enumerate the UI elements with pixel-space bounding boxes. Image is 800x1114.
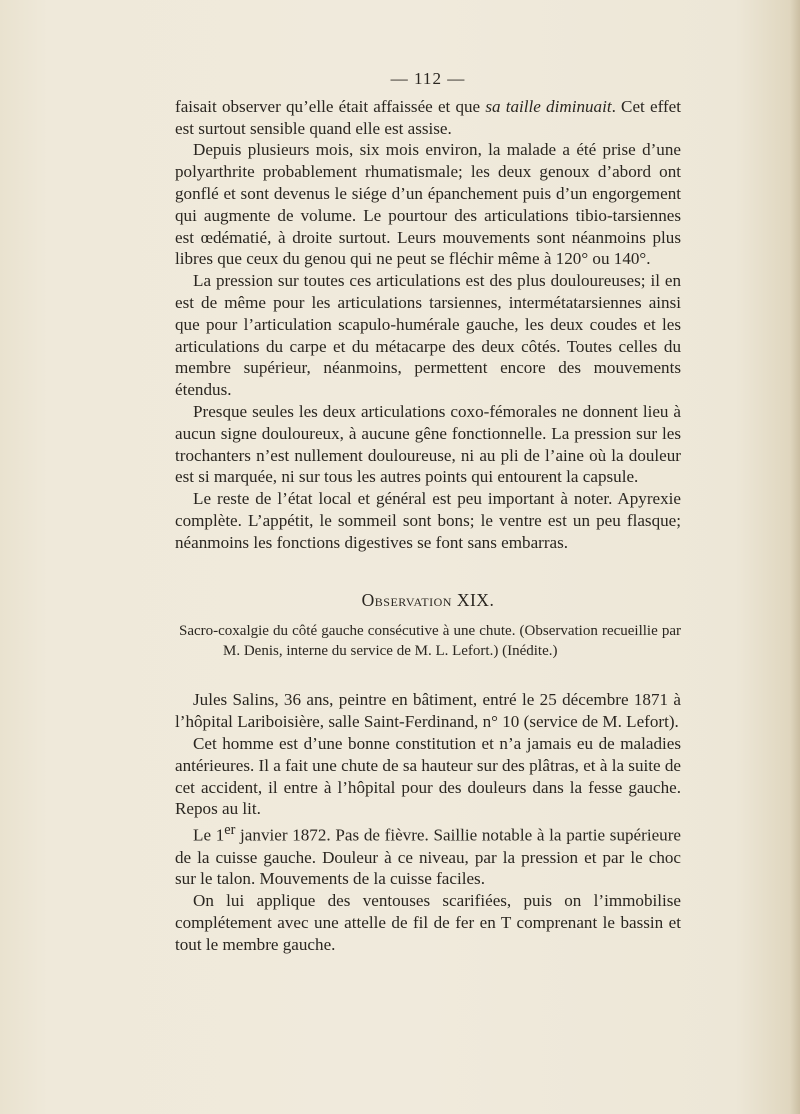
- paragraph-etat-general: Le reste de l’état local et général est peu important à noter. Apyrexie complète. L’appétit, le sommeil sont bons; le ventre est un peu flasque; néanmoins les fonctions digestives se font sans embarras.: [175, 489, 681, 552]
- paragraph-polyarthrite: Depuis plusieurs mois, six mois environ, la malade a été prise d’une polyarthrite probablement rhumatismale; les deux genoux d’abord ont gonflé et sont devenus le siége d’un épanchement puis d’un engorgement qui augmente de volume. Le pourtour des articulations tibio-tarsiennes est œdématié, à droite surtout. Leurs mouvements sont néanmoins plus libres que ceux du genou qui ne peut se fléchir même à 120° ou 140°.: [175, 140, 681, 269]
- paragraph-coxo-femorales: Presque seules les deux articulations coxo-fémorales ne donnent lieu à aucun signe douloureux, à aucune gêne fonctionnelle. La pression sur les trochanters n’est nullement douloureuse, ni au pli de l’aine où la douleur est si marquée, ni sur tous les autres points qui entourent la capsule.: [175, 401, 681, 487]
- italic-phrase: sa taille diminuait: [485, 96, 612, 116]
- paragraph-continuation: faisait observer qu’elle était affaissée et que sa taille diminuait. Cet effet est surtout sensible quand elle est assise.: [175, 96, 681, 138]
- paragraph-ventouses: On lui applique des ventouses scarifiées, puis on l’immobilise complétement avec une attelle de fil de fer en T comprenant le bassin et tout le membre gauche.: [175, 891, 681, 954]
- page-text: [175, 68, 681, 956]
- paragraph-janvier: Le 1er janvier 1872. Pas de fièvre. Saillie notable à la partie supérieure de la cuisse gauche. Douleur à ce niveau, par la pression et par le choc sur le talon. Mouvements de la cuisse faciles.: [175, 822, 681, 889]
- page-number: — 112 —: [390, 69, 466, 88]
- paragraph-constitution: Cet homme est d’une bonne constitution et n’a jamais eu de maladies antérieures. Il a fait une chute de sa hauteur sur des plâtras, et à la suite de cet accident, il entre à l’hôpital pour des douleurs dans la fesse gauche. Repos au lit.: [175, 733, 681, 819]
- observation-subtitle: Sacro-coxalgie du côté gauche consécutive à une chute. (Observation recueillie par M. Denis, interne du service de M. L. Lefort.) (Inédite.): [179, 623, 681, 660]
- paragraph-patient-intro: Jules Salins, 36 ans, peintre en bâtiment, entré le 25 décembre 1871 à l’hôpital Lariboisière, salle Saint-Ferdinand, n° 10 (service de M. Lefort).: [175, 690, 681, 732]
- paragraph-pression: La pression sur toutes ces articulations est des plus douloureuses; il en est de même pour les articulations tarsiennes, intermétatarsiennes ainsi que pour l’articulation scapulo-humérale gauche, les deux coudes et les articulations du carpe et du métacarpe des deux côtés. Toutes celles du membre supérieur, néanmoins, permettent encore des mouvements étendus.: [175, 271, 681, 400]
- observation-title: Observation XIX.: [361, 589, 495, 610]
